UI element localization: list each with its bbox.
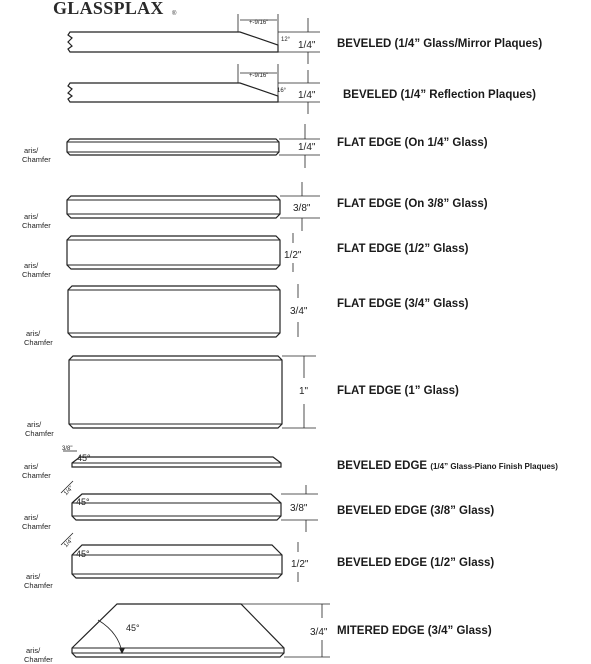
aris-chamfer-label: aris/ [24, 513, 39, 522]
profile-shape [72, 604, 284, 657]
aris-chamfer-label: Chamfer [22, 522, 51, 531]
aris-chamfer-label: aris/ [24, 462, 39, 471]
aris-chamfer-label: aris/ [26, 572, 41, 581]
profile-flat-3-4 [24, 284, 469, 347]
thickness-label: 1/4" [298, 40, 316, 51]
bevel-width-label: 1/4" [63, 485, 75, 498]
profile-title: FLAT EDGE (1” Glass) [337, 385, 459, 397]
profile-beveled-3-8 [22, 481, 494, 532]
profile-title: BEVELED (1/4” Glass/Mirror Plaques) [337, 38, 543, 50]
thickness-label: 1" [299, 386, 309, 397]
profile-flat-1-2 [22, 233, 469, 279]
profile-shape [72, 457, 281, 467]
thickness-label: 3/4" [290, 306, 308, 317]
aris-chamfer-label: Chamfer [22, 270, 51, 279]
profile-title: MITERED EDGE (3/4” Glass) [337, 625, 492, 637]
aris-chamfer-label: Chamfer [25, 429, 54, 438]
bevel-angle-label: 12° [281, 37, 291, 43]
profile-flat-1 [25, 356, 459, 438]
profile-title: FLAT EDGE (1/2” Glass) [337, 243, 469, 255]
aris-chamfer-label: aris/ [24, 212, 39, 221]
profile-shape [68, 83, 278, 102]
bevel-width-label: 1/4" [63, 537, 75, 550]
profile-title: FLAT EDGE (3/4” Glass) [337, 298, 469, 310]
profile-shape [67, 196, 280, 218]
profile-title-main: BEVELED EDGE [337, 460, 431, 472]
bevel-angle-label: 45° [77, 453, 91, 463]
aris-chamfer-label: Chamfer [24, 581, 53, 590]
profile-beveled-glass-mirror [68, 14, 542, 64]
aris-chamfer-label: aris/ [24, 146, 39, 155]
profile-title: BEVELED EDGE (3/8” Glass) [337, 505, 495, 517]
profile-shape [68, 286, 280, 337]
aris-chamfer-label: aris/ [27, 420, 42, 429]
aris-chamfer-label: Chamfer [22, 155, 51, 164]
profile-shape [69, 356, 282, 428]
profile-title: BEVELED (1/4” Reflection Plaques) [343, 89, 536, 101]
profile-mitered-3-4 [24, 604, 492, 664]
profile-title: FLAT EDGE (On 1/4” Glass) [337, 137, 488, 149]
profile-beveled-reflection [68, 64, 536, 114]
aris-chamfer-label: Chamfer [24, 655, 53, 664]
profile-shape [67, 236, 280, 269]
bevel-width-label: 3/8" [62, 446, 73, 452]
aris-chamfer-label: Chamfer [24, 338, 53, 347]
brand-registered-mark: ® [172, 11, 177, 17]
bevel-angle-label: 45° [76, 497, 90, 507]
profile-beveled-piano [22, 446, 558, 480]
thickness-label: 1/4" [298, 90, 316, 101]
thickness-label: 3/4" [310, 627, 328, 638]
bevel-angle-label: 45° [76, 549, 90, 559]
miter-angle-label: 45° [126, 623, 140, 633]
aris-chamfer-label: Chamfer [22, 221, 51, 230]
profile-title: FLAT EDGE (On 3/8” Glass) [337, 198, 488, 210]
thickness-label: 1/2" [284, 250, 302, 261]
profile-beveled-1-2 [24, 533, 494, 590]
profile-shape [67, 139, 279, 155]
profile-title [337, 460, 558, 472]
aris-chamfer-label: aris/ [26, 329, 41, 338]
bevel-width-label: +-9/16" [249, 20, 269, 26]
bevel-width-label: +-9/16" [249, 73, 269, 79]
aris-chamfer-label: aris/ [24, 261, 39, 270]
thickness-label: 3/8" [293, 203, 311, 214]
thickness-label: 1/2" [291, 559, 309, 570]
profile-flat-1-4 [22, 124, 488, 168]
profile-flat-3-8 [22, 182, 488, 231]
aris-chamfer-label: aris/ [26, 646, 41, 655]
thickness-label: 3/8" [290, 503, 308, 514]
brand-logo: GLASSPLAX [53, 0, 164, 18]
thickness-label: 1/4" [298, 142, 316, 153]
profile-shape [68, 32, 278, 52]
profile-title-suffix: (1/4” Glass-Piano Finish Plaques) [430, 462, 558, 471]
aris-chamfer-label: Chamfer [22, 471, 51, 480]
bevel-angle-label: 16° [277, 88, 287, 94]
profile-shape [72, 545, 282, 578]
profile-title: BEVELED EDGE (1/2” Glass) [337, 557, 495, 569]
